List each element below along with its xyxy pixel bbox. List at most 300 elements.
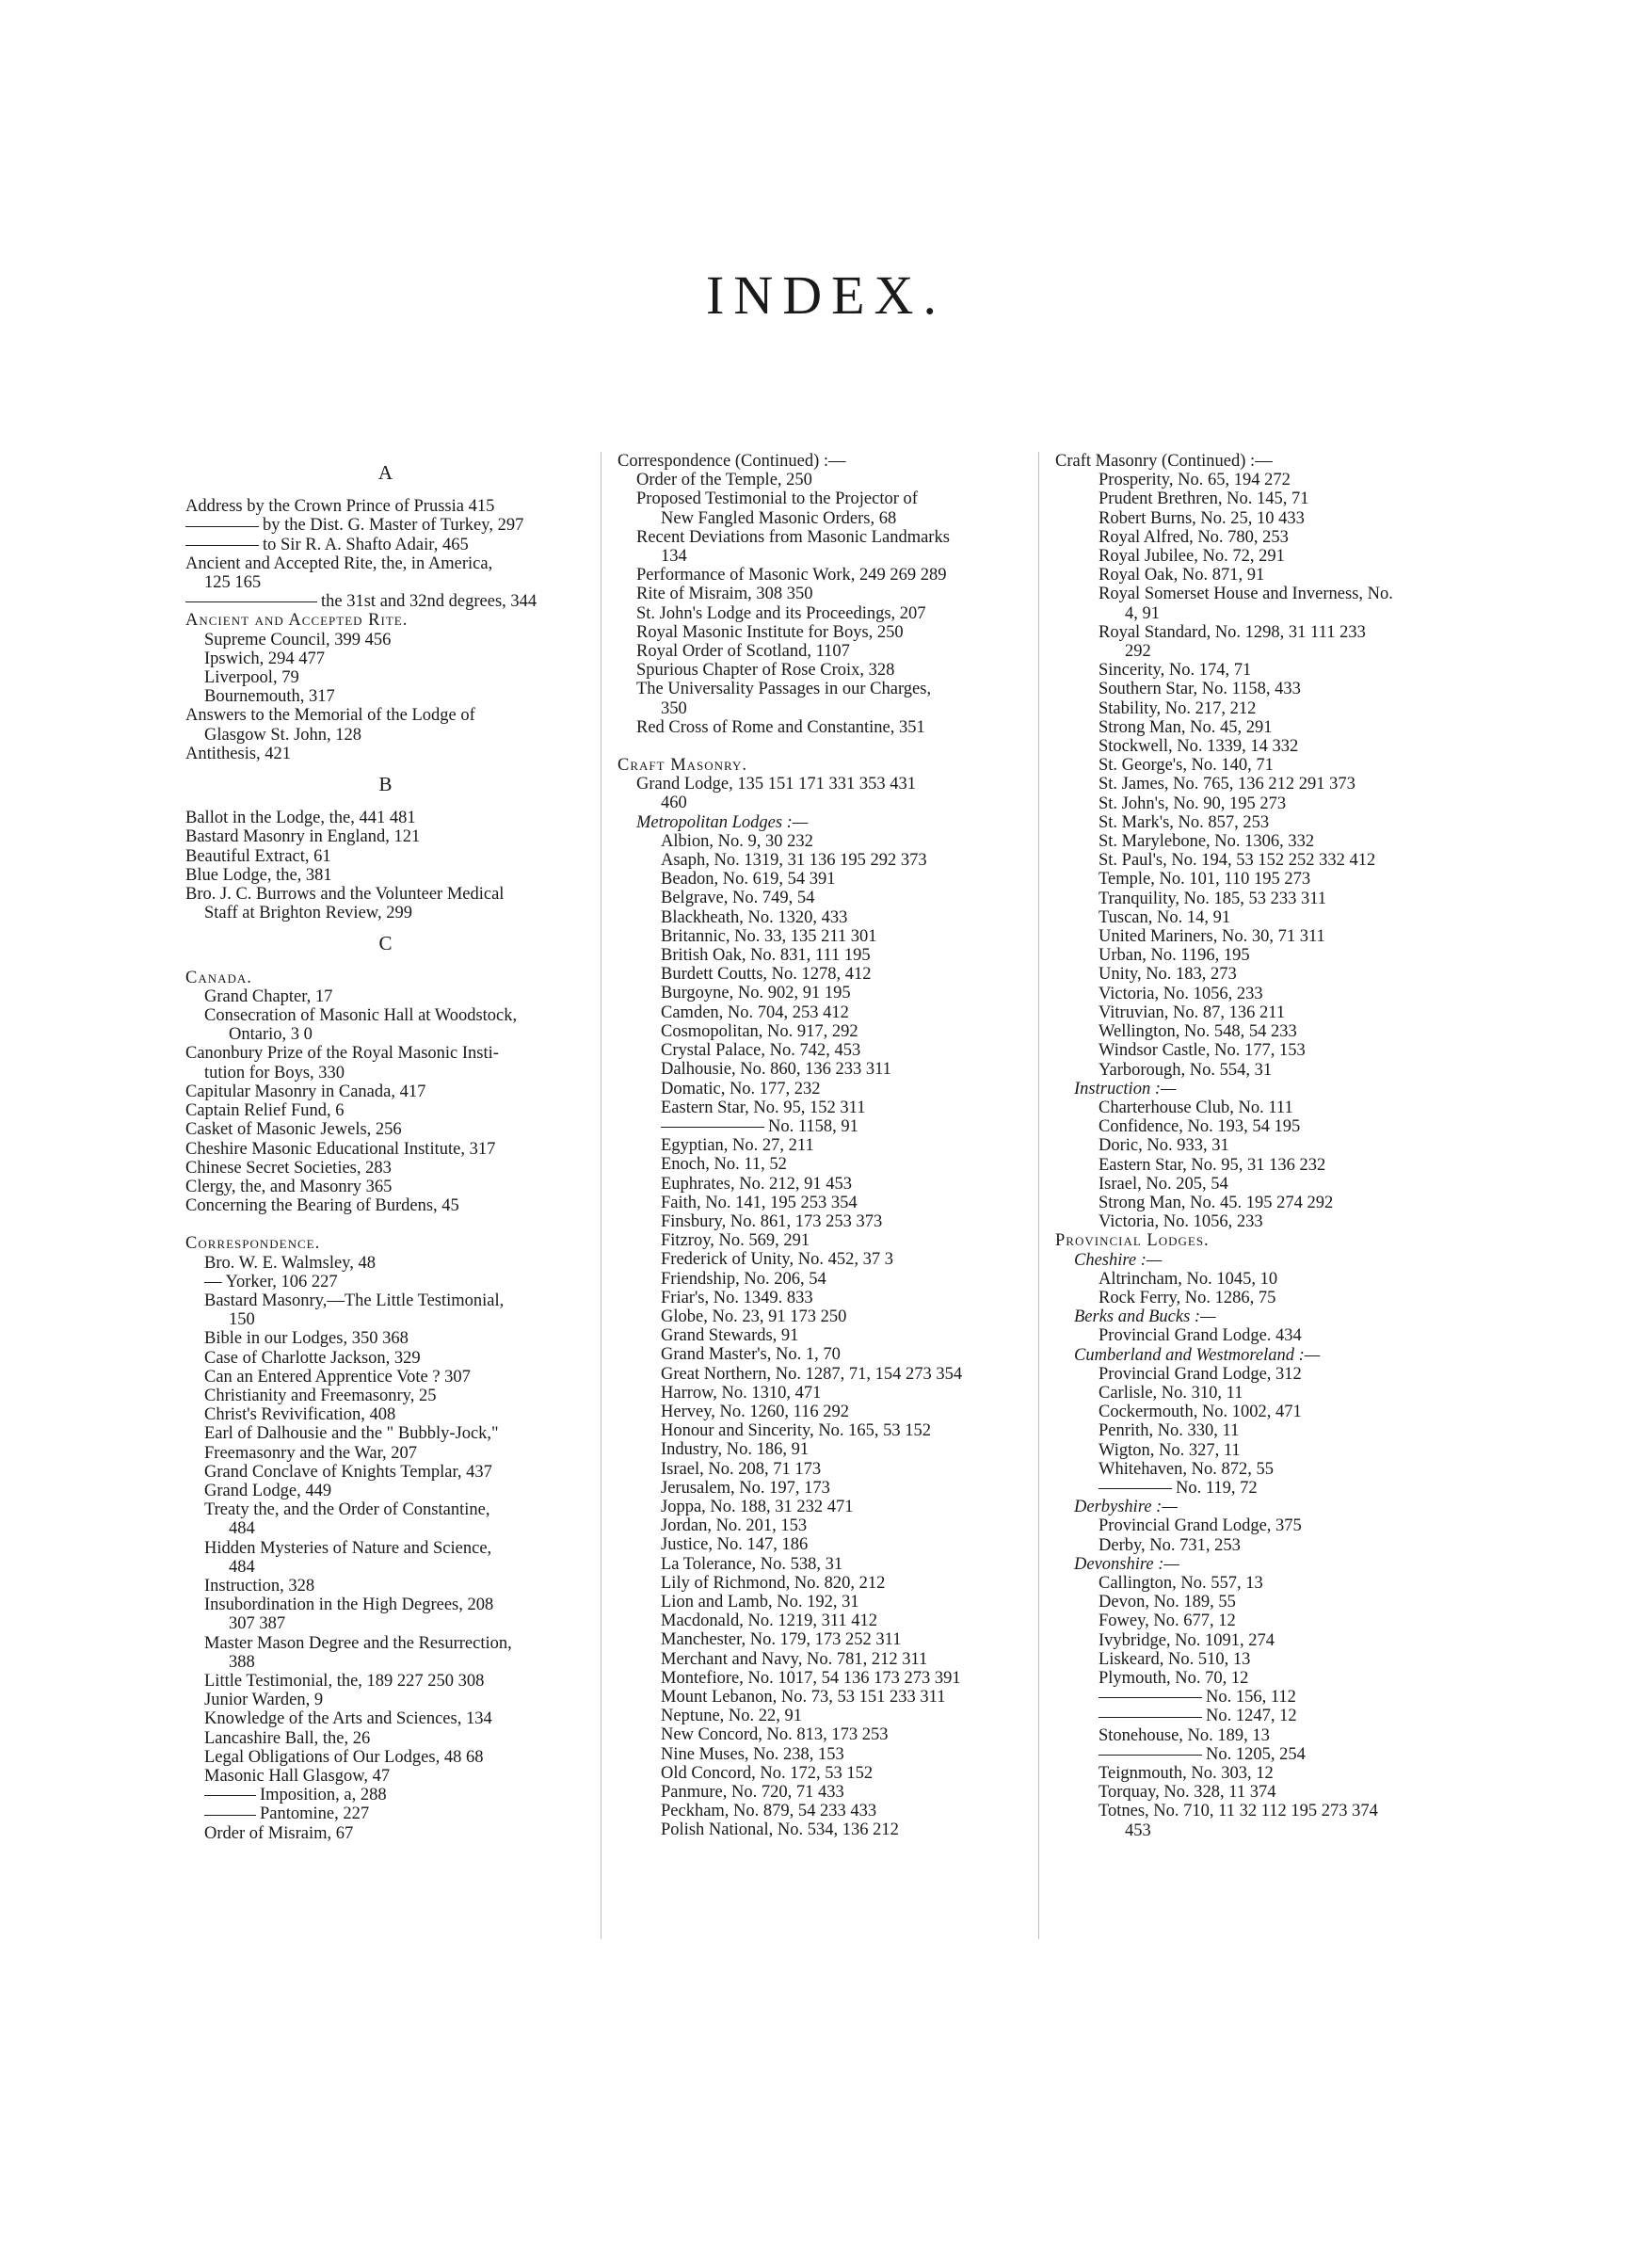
index-entry xyxy=(185,1424,585,1443)
entry-text: Egyptian, No. 27, 211 xyxy=(661,1136,814,1156)
index-entry xyxy=(617,566,1022,585)
ditto-rule xyxy=(661,1127,764,1128)
index-entry xyxy=(185,1786,585,1804)
index-entry xyxy=(185,847,585,866)
entry-text: Royal Standard, No. 1298, 31 111 233 xyxy=(1099,622,1366,642)
index-entry xyxy=(1055,775,1469,794)
index-entry xyxy=(1055,1421,1469,1440)
index-entry xyxy=(1055,1098,1469,1117)
entry-text: Bro. W. E. Walmsley, 48 xyxy=(204,1253,376,1273)
index-entry xyxy=(617,1136,1022,1155)
index-entry xyxy=(185,1653,585,1672)
entry-text: St. George's, No. 140, 71 xyxy=(1099,756,1274,776)
entry-text: Teignmouth, No. 303, 12 xyxy=(1099,1764,1274,1784)
index-entry xyxy=(617,1270,1022,1289)
index-entry xyxy=(617,1460,1022,1479)
section-heading xyxy=(185,611,585,630)
ditto-rule xyxy=(1099,1697,1202,1698)
index-entry xyxy=(617,1194,1022,1212)
entry-text: Sincerity, No. 174, 71 xyxy=(1099,661,1252,681)
entry-text: No. 1247, 12 xyxy=(1206,1707,1297,1726)
entry-text: Treaty the, and the Order of Constantine, xyxy=(204,1500,490,1520)
entry-text: Friar's, No. 1349. 833 xyxy=(661,1288,813,1307)
entry-text: Royal Masonic Institute for Boys, 250 xyxy=(636,622,904,642)
index-entry xyxy=(617,1593,1022,1612)
index-entry xyxy=(617,1516,1022,1535)
index-entry xyxy=(185,1729,585,1748)
index-entry xyxy=(185,1539,585,1558)
index-entry xyxy=(617,1003,1022,1022)
index-entry xyxy=(617,1650,1022,1669)
index-entry xyxy=(617,1212,1022,1231)
ditto-rule xyxy=(204,1795,256,1796)
entry-text: Doric, No. 933, 31 xyxy=(1099,1136,1229,1156)
entry-text: 125 165 xyxy=(204,573,262,593)
index-entry xyxy=(1055,1022,1469,1041)
entry-text: Chinese Secret Societies, 283 xyxy=(185,1158,392,1178)
section-letter xyxy=(185,763,585,809)
entry-text: Ancient and Accepted Rite, the, in America, xyxy=(185,553,493,573)
entry-text: Consecration of Masonic Hall at Woodstock, xyxy=(204,1006,518,1026)
entry-text: Totnes, No. 710, 11 32 112 195 273 374 xyxy=(1099,1802,1378,1821)
index-entry xyxy=(1055,566,1469,585)
index-entry xyxy=(185,1254,585,1273)
entry-text: tution for Boys, 330 xyxy=(204,1063,345,1082)
entry-text: Robert Burns, No. 25, 10 433 xyxy=(1099,508,1305,528)
entry-text: Charterhouse Club, No. 111 xyxy=(1099,1098,1293,1117)
index-column-2 xyxy=(617,452,1022,1840)
index-entry xyxy=(1055,965,1469,984)
entry-text: Freemasonry and the War, 207 xyxy=(204,1443,418,1463)
index-entry xyxy=(1055,870,1469,889)
index-entry xyxy=(1055,1631,1469,1650)
index-entry xyxy=(1055,946,1469,965)
entry-text: Dalhousie, No. 860, 136 233 311 xyxy=(661,1060,891,1080)
entry-text: 134 xyxy=(661,547,687,567)
index-entry xyxy=(185,1101,585,1120)
index-entry xyxy=(185,1044,585,1063)
entry-text: Legal Obligations of Our Lodges, 48 68 xyxy=(204,1747,484,1767)
index-entry xyxy=(617,623,1022,642)
entry-text: Strong Man, No. 45, 291 xyxy=(1099,717,1273,737)
index-entry xyxy=(617,1250,1022,1269)
entry-text: 484 xyxy=(229,1557,255,1577)
entry-text: St. Marylebone, No. 1306, 332 xyxy=(1099,832,1315,852)
entry-text: Royal Order of Scotland, 1107 xyxy=(636,642,850,662)
entry-text: Master Mason Degree and the Resurrection, xyxy=(204,1633,512,1653)
index-entry xyxy=(1055,1403,1469,1421)
entry-text: St. John's, No. 90, 195 273 xyxy=(1099,794,1287,813)
spacer xyxy=(617,737,1022,756)
entry-text: Bastard Masonry in England, 121 xyxy=(185,827,421,847)
index-entry xyxy=(617,1117,1022,1136)
index-entry xyxy=(185,827,585,846)
entry-text: Domatic, No. 177, 232 xyxy=(661,1079,821,1098)
entry-text: Canonbury Prize of the Royal Masonic Insti- xyxy=(185,1044,499,1064)
entry-text: Rock Ferry, No. 1286, 75 xyxy=(1099,1288,1276,1307)
index-entry xyxy=(1055,794,1469,813)
entry-text: Great Northern, No. 1287, 71, 154 273 354 xyxy=(661,1364,963,1384)
entry-text: Victoria, No. 1056, 233 xyxy=(1099,1212,1263,1232)
index-entry xyxy=(1055,1764,1469,1783)
entry-text: Liverpool, 79 xyxy=(204,668,299,688)
entry-text: Junior Warden, 9 xyxy=(204,1691,324,1710)
index-entry xyxy=(617,1764,1022,1783)
index-entry xyxy=(617,870,1022,889)
index-entry xyxy=(617,1289,1022,1307)
index-entry xyxy=(1055,489,1469,508)
index-entry xyxy=(617,471,1022,489)
entry-text: Penrith, No. 330, 11 xyxy=(1099,1421,1240,1441)
index-entry xyxy=(185,885,585,904)
entry-text: No. 156, 112 xyxy=(1206,1688,1296,1708)
entry-text: Grand Lodge, 135 151 171 331 353 431 xyxy=(636,775,916,794)
entry-text: Cheshire :— xyxy=(1074,1250,1163,1270)
entry-text: Concerning the Bearing of Burdens, 45 xyxy=(185,1196,459,1216)
index-entry xyxy=(617,1555,1022,1574)
index-entry xyxy=(185,1387,585,1405)
entry-text: 4, 91 xyxy=(1125,603,1160,623)
section-heading xyxy=(185,1234,585,1253)
index-entry xyxy=(1055,1384,1469,1403)
entry-text: Ballot in the Lodge, the, 441 481 xyxy=(185,809,416,828)
entry-text: Bro. J. C. Burrows and the Volunteer Medical xyxy=(185,885,505,905)
section-heading xyxy=(617,756,1022,775)
index-entry xyxy=(185,1519,585,1538)
index-entry xyxy=(185,1463,585,1482)
index-entry xyxy=(617,1421,1022,1440)
index-entry xyxy=(617,585,1022,603)
entry-text: Honour and Sincerity, No. 165, 53 152 xyxy=(661,1421,932,1441)
index-entry xyxy=(1055,927,1469,946)
entry-text: Lion and Lamb, No. 192, 31 xyxy=(661,1592,859,1612)
entry-text: Finsbury, No. 861, 173 253 373 xyxy=(661,1211,883,1231)
entry-text: Lancashire Ball, the, 26 xyxy=(204,1728,371,1748)
entry-text: La Tolerance, No. 538, 31 xyxy=(661,1554,843,1574)
entry-text: Ivybridge, No. 1091, 274 xyxy=(1099,1630,1275,1650)
index-entry xyxy=(1055,1289,1469,1307)
entry-text: 460 xyxy=(661,794,687,813)
entry-text: Israel, No. 208, 71 173 xyxy=(661,1459,822,1479)
entry-text: Eastern Star, No. 95, 31 136 232 xyxy=(1099,1155,1326,1175)
entry-text: Bournemouth, 317 xyxy=(204,687,335,707)
index-entry xyxy=(1055,1041,1469,1060)
index-entry xyxy=(617,1820,1022,1839)
entry-text: New Fangled Masonic Orders, 68 xyxy=(661,508,897,528)
entry-text: Royal Oak, No. 871, 91 xyxy=(1099,566,1265,585)
entry-text: 388 xyxy=(229,1652,255,1672)
index-entry xyxy=(1055,890,1469,908)
index-entry xyxy=(1055,1270,1469,1289)
entry-text: 484 xyxy=(229,1519,255,1539)
entry-text: Industry, No. 186, 91 xyxy=(661,1440,810,1460)
index-entry xyxy=(185,554,585,573)
section-letter xyxy=(185,922,585,968)
index-entry xyxy=(617,908,1022,927)
index-entry xyxy=(1055,699,1469,718)
index-entry xyxy=(617,1612,1022,1630)
entry-text: Altrincham, No. 1045, 10 xyxy=(1099,1269,1278,1289)
entry-text: C xyxy=(378,932,393,955)
section-heading xyxy=(185,969,585,987)
entry-text: Lily of Richmond, No. 820, 212 xyxy=(661,1573,886,1593)
entry-text: Friendship, No. 206, 54 xyxy=(661,1269,826,1289)
index-entry xyxy=(617,1745,1022,1764)
entry-text: Nine Muses, No. 238, 153 xyxy=(661,1744,844,1764)
entry-text: Carlisle, No. 310, 11 xyxy=(1099,1383,1243,1403)
index-entry xyxy=(1055,1212,1469,1231)
subheading xyxy=(1055,1498,1469,1516)
index-entry xyxy=(185,1349,585,1368)
entry-text: Provincial Grand Lodge. 434 xyxy=(1099,1326,1302,1346)
index-entry xyxy=(617,1574,1022,1593)
index-entry xyxy=(1055,1745,1469,1764)
entry-text: Beadon, No. 619, 54 391 xyxy=(661,870,836,890)
index-entry xyxy=(617,1498,1022,1516)
entry-text: Hidden Mysteries of Nature and Science, xyxy=(204,1538,492,1558)
index-entry xyxy=(617,1669,1022,1688)
index-entry xyxy=(185,1329,585,1348)
entry-text: Supreme Council, 399 456 xyxy=(204,630,392,649)
entry-text: Provincial Lodges. xyxy=(1055,1231,1210,1251)
index-entry xyxy=(1055,452,1469,471)
index-entry xyxy=(617,699,1022,718)
entry-text: Performance of Masonic Work, 249 269 289 xyxy=(636,566,947,585)
entry-text: Justice, No. 147, 186 xyxy=(661,1535,809,1555)
index-entry xyxy=(1055,1117,1469,1136)
entry-text: No. 119, 72 xyxy=(1176,1478,1258,1498)
index-entry xyxy=(185,1748,585,1767)
entry-text: Torquay, No. 328, 11 374 xyxy=(1099,1783,1276,1803)
index-entry xyxy=(617,452,1022,471)
entry-text: 453 xyxy=(1125,1820,1151,1840)
column-divider xyxy=(1038,452,1039,1939)
entry-text: 150 xyxy=(229,1310,255,1330)
entry-text: Order of the Temple, 250 xyxy=(636,471,812,490)
entry-text: Little Testimonial, the, 189 227 250 308 xyxy=(204,1671,485,1691)
entry-text: Devonshire :— xyxy=(1074,1554,1179,1574)
index-entry xyxy=(1055,1175,1469,1194)
index-entry xyxy=(1055,737,1469,756)
entry-text: Cumberland and Westmoreland :— xyxy=(1074,1345,1321,1365)
entry-text: Yarborough, No. 554, 31 xyxy=(1099,1060,1273,1080)
index-entry xyxy=(1055,1574,1469,1593)
index-entry xyxy=(617,984,1022,1002)
index-entry xyxy=(185,1804,585,1823)
index-entry xyxy=(617,1707,1022,1725)
index-entry xyxy=(1055,604,1469,623)
subheading xyxy=(1055,1307,1469,1326)
index-entry xyxy=(185,631,585,649)
entry-text: Strong Man, No. 45. 195 274 292 xyxy=(1099,1193,1334,1212)
index-entry xyxy=(617,889,1022,907)
index-entry xyxy=(185,1368,585,1387)
index-entry xyxy=(185,649,585,668)
index-column-3 xyxy=(1055,452,1469,1840)
index-entry xyxy=(617,528,1022,547)
index-entry xyxy=(185,1767,585,1786)
index-entry xyxy=(185,1082,585,1101)
index-entry xyxy=(1055,813,1469,832)
entry-text: Unity, No. 183, 273 xyxy=(1099,965,1237,985)
index-entry xyxy=(617,794,1022,812)
index-entry xyxy=(185,516,585,535)
index-entry xyxy=(1055,642,1469,661)
entry-text: Stonehouse, No. 189, 13 xyxy=(1099,1725,1270,1745)
entry-text: Frederick of Unity, No. 452, 37 3 xyxy=(661,1250,893,1270)
entry-text: Grand Stewards, 91 xyxy=(661,1326,799,1346)
entry-text: Wigton, No. 327, 11 xyxy=(1099,1440,1241,1460)
index-entry xyxy=(1055,1326,1469,1345)
subheading xyxy=(1055,1080,1469,1098)
index-entry xyxy=(185,1310,585,1329)
entry-text: St. James, No. 765, 136 212 291 373 xyxy=(1099,775,1355,794)
index-entry xyxy=(1055,509,1469,528)
index-entry xyxy=(185,1709,585,1728)
ditto-rule xyxy=(1099,1755,1202,1756)
index-entry xyxy=(617,1231,1022,1250)
entry-text: Glasgow St. John, 128 xyxy=(204,725,362,745)
index-entry xyxy=(617,1060,1022,1079)
index-entry xyxy=(185,1196,585,1215)
index-entry xyxy=(617,1307,1022,1326)
index-column-1 xyxy=(185,452,585,1843)
index-entry xyxy=(617,1345,1022,1364)
index-entry xyxy=(1055,908,1469,927)
entry-text: Captain Relief Fund, 6 xyxy=(185,1101,345,1121)
entry-text: Correspondence. xyxy=(185,1234,321,1254)
index-entry xyxy=(185,1273,585,1291)
index-entry xyxy=(617,1175,1022,1194)
entry-text: Antithesis, 421 xyxy=(185,744,292,763)
index-entry xyxy=(185,809,585,827)
index-entry xyxy=(1055,528,1469,547)
index-entry xyxy=(617,1155,1022,1174)
index-entry xyxy=(1055,661,1469,680)
entry-text: Bastard Masonry,—The Little Testimonial, xyxy=(204,1291,505,1310)
entry-text: Callington, No. 557, 13 xyxy=(1099,1573,1263,1593)
entry-text: Joppa, No. 188, 31 232 471 xyxy=(661,1497,854,1516)
page-title: INDEX. xyxy=(706,265,946,326)
entry-text: Montefiore, No. 1017, 54 136 173 273 391 xyxy=(661,1668,961,1688)
index-entry xyxy=(617,642,1022,661)
entry-text: Hervey, No. 1260, 116 292 xyxy=(661,1402,850,1421)
index-entry xyxy=(185,1178,585,1196)
entry-text: Canada. xyxy=(185,968,252,987)
index-entry xyxy=(185,987,585,1006)
index-entry xyxy=(185,1824,585,1843)
index-entry xyxy=(1055,1194,1469,1212)
index-entry xyxy=(1055,1612,1469,1630)
index-entry xyxy=(1055,1688,1469,1707)
entry-text: The Universality Passages in our Charges, xyxy=(636,680,932,699)
index-entry xyxy=(185,1120,585,1139)
entry-text: Ontario, 3 0 xyxy=(229,1025,313,1045)
index-entry xyxy=(185,1291,585,1310)
entry-text: Metropolitan Lodges :— xyxy=(636,812,809,832)
entry-text: Order of Misraim, 67 xyxy=(204,1823,354,1843)
entry-text: Liskeard, No. 510, 13 xyxy=(1099,1649,1251,1669)
entry-text: Capitular Masonry in Canada, 417 xyxy=(185,1082,426,1101)
entry-text: Instruction, 328 xyxy=(204,1576,315,1596)
index-entry xyxy=(617,1384,1022,1403)
entry-text: Grand Conclave of Knights Templar, 437 xyxy=(204,1462,492,1482)
entry-text: 307 387 xyxy=(229,1614,286,1634)
entry-text: Spurious Chapter of Rose Croix, 328 xyxy=(636,661,895,681)
entry-text: to Sir R. A. Shafto Adair, 465 xyxy=(263,535,469,554)
index-entry xyxy=(617,1022,1022,1041)
entry-text: Provincial Grand Lodge, 312 xyxy=(1099,1364,1302,1384)
index-entry xyxy=(185,668,585,687)
index-entry xyxy=(617,775,1022,794)
entry-text: Macdonald, No. 1219, 311 412 xyxy=(661,1612,878,1631)
entry-text: Ancient and Accepted Rite. xyxy=(185,611,409,631)
index-entry xyxy=(185,745,585,763)
index-entry xyxy=(185,1672,585,1691)
index-entry xyxy=(1055,1821,1469,1840)
entry-text: Pantomine, 227 xyxy=(260,1804,370,1824)
entry-text: Burgoyne, No. 902, 91 195 xyxy=(661,984,851,1003)
entry-text: British Oak, No. 831, 111 195 xyxy=(661,946,871,966)
entry-text: Ipswich, 294 477 xyxy=(204,649,325,668)
entry-text: Instruction :— xyxy=(1074,1079,1177,1098)
index-entry xyxy=(185,1444,585,1463)
index-entry xyxy=(185,1634,585,1653)
entry-text: Albion, No. 9, 30 232 xyxy=(661,831,813,851)
index-entry xyxy=(185,536,585,554)
entry-text: Prudent Brethren, No. 145, 71 xyxy=(1099,489,1309,509)
index-entry xyxy=(617,965,1022,984)
entry-text: Crystal Palace, No. 742, 453 xyxy=(661,1041,861,1061)
index-entry xyxy=(617,680,1022,698)
entry-text: Casket of Masonic Jewels, 256 xyxy=(185,1120,402,1140)
entry-text: Israel, No. 205, 54 xyxy=(1099,1174,1228,1194)
entry-text: Can an Entered Apprentice Vote ? 307 xyxy=(204,1367,471,1387)
entry-text: Mount Lebanon, No. 73, 53 151 233 311 xyxy=(661,1688,946,1707)
entry-text: Blue Lodge, the, 381 xyxy=(185,865,332,885)
index-entry xyxy=(185,592,585,611)
entry-text: Proposed Testimonial to the Projector of xyxy=(636,489,918,509)
index-entry xyxy=(617,1802,1022,1820)
entry-text: Grand Master's, No. 1, 70 xyxy=(661,1345,841,1365)
index-entry xyxy=(617,1080,1022,1098)
entry-text: Royal Somerset House and Inverness, No. xyxy=(1099,585,1393,604)
entry-text: Fitzroy, No. 569, 291 xyxy=(661,1231,810,1251)
entry-text: Vitruvian, No. 87, 136 211 xyxy=(1099,1002,1286,1022)
section-heading xyxy=(1055,1231,1469,1250)
index-entry xyxy=(1055,585,1469,603)
index-entry xyxy=(617,1440,1022,1459)
entry-text: — Yorker, 106 227 xyxy=(204,1272,338,1291)
entry-text: Cheshire Masonic Educational Institute, 317 xyxy=(185,1139,496,1159)
entry-text: Stability, No. 217, 212 xyxy=(1099,698,1257,718)
subheading xyxy=(1055,1251,1469,1270)
index-entry xyxy=(1055,832,1469,851)
index-entry xyxy=(617,1479,1022,1498)
entry-text: Christ's Revivification, 408 xyxy=(204,1405,396,1425)
entry-text: Blackheath, No. 1320, 433 xyxy=(661,907,848,927)
index-entry xyxy=(617,927,1022,946)
entry-text: Royal Jubilee, No. 72, 291 xyxy=(1099,547,1285,567)
ditto-rule xyxy=(185,526,259,527)
entry-text: Recent Deviations from Masonic Landmarks xyxy=(636,527,950,547)
index-entry xyxy=(185,1596,585,1614)
entry-text: Provincial Grand Lodge, 375 xyxy=(1099,1516,1302,1536)
entry-text: Euphrates, No. 212, 91 453 xyxy=(661,1174,852,1194)
index-entry xyxy=(185,1140,585,1159)
entry-text: Polish National, No. 534, 136 212 xyxy=(661,1820,899,1840)
index-entry xyxy=(617,1098,1022,1117)
